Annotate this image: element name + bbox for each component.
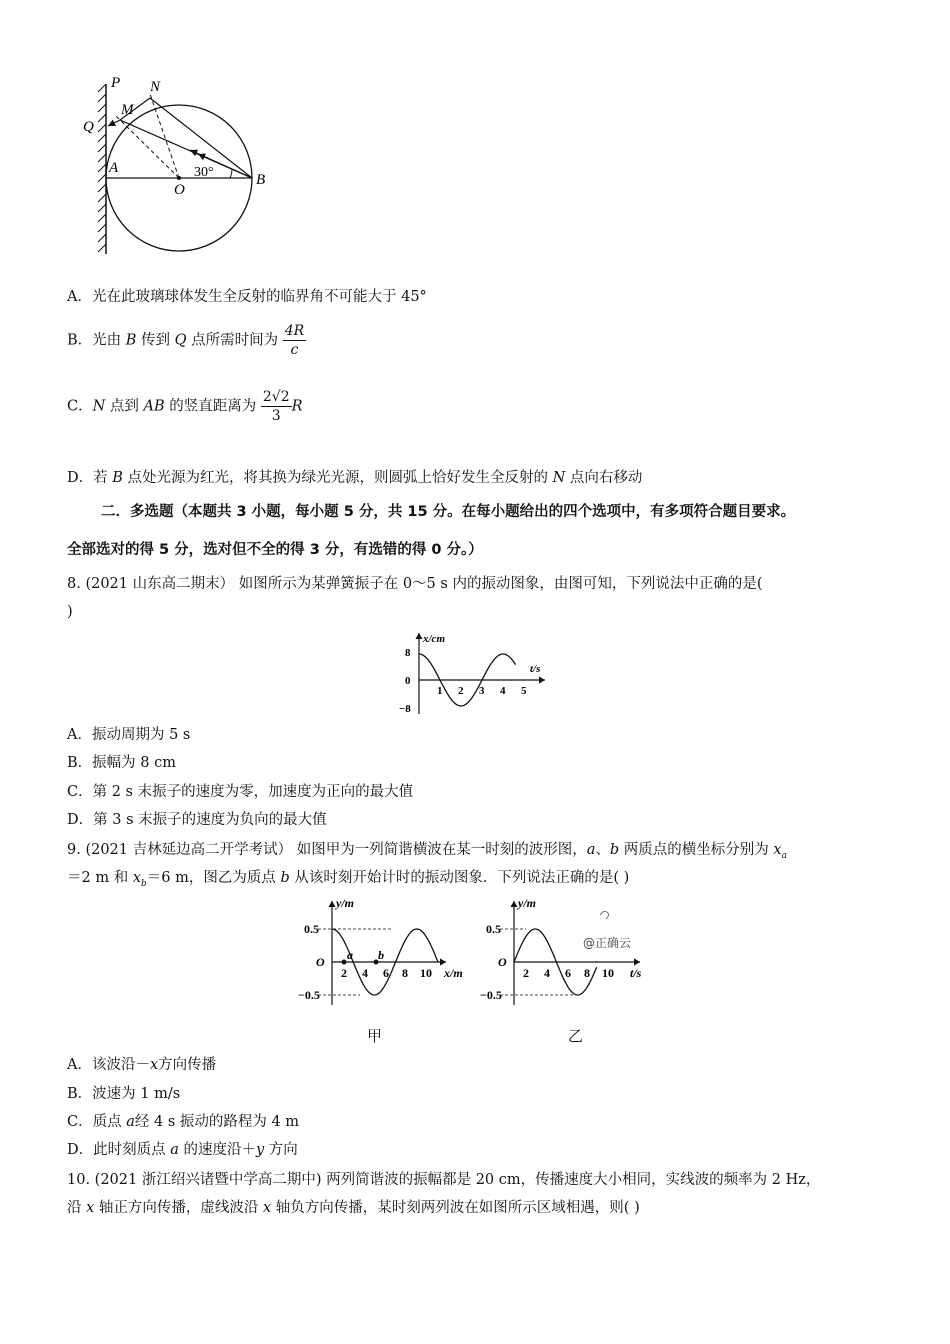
q8-option-d: D．第 3 s 末振子的速度为负向的最大值: [67, 812, 327, 828]
q8-ylabel: x/cm: [423, 633, 445, 645]
q9-jia-x-tick-10: 10: [420, 966, 432, 980]
q10-stem-line1: 10. (2021 浙江绍兴诸暨中学高二期中) 两列简谐波的振幅都是 20 cm，传播速度大小相同，实线波的频率为 2 Hz，: [67, 1172, 821, 1188]
label-o: O: [174, 182, 185, 198]
q9-jia-y-top: 0.5: [304, 922, 319, 936]
q9-chart-yi: [480, 895, 665, 1010]
q9-jia-y-zero: O: [316, 955, 325, 969]
label-m: M: [121, 102, 134, 118]
q9-yi-y-bottom: −0.5: [480, 988, 502, 1002]
label-n: N: [150, 79, 161, 95]
label-a: A: [109, 160, 119, 176]
q9-jia-x-tick-4: 4: [362, 966, 368, 980]
q9-jia-x-tick-2: 2: [341, 966, 347, 980]
fraction-2root2-3: $\frac{2√2}{3}$: [262, 389, 290, 424]
q8-stem-line1: 8. (2021 山东高二期末） 如图所示为某弹簧振子在 0～5 s 内的振动图象，由图可知，下列说法中正确的是(: [67, 576, 763, 592]
q8-x-tick-3: 3: [479, 685, 485, 697]
q9-option-b: B．波速为 1 m/s: [67, 1086, 181, 1102]
q9-yi-x-tick-8: 8: [584, 966, 590, 980]
q9-yi-xlabel: t/s: [630, 966, 642, 980]
q9-jia-label-a: a: [347, 948, 353, 962]
q9-yi-y-top: 0.5: [486, 922, 501, 936]
q8-option-b: B．振幅为 8 cm: [67, 755, 176, 771]
q8-y-zero: 0: [405, 675, 411, 687]
q8-x-tick-4: 4: [500, 685, 506, 697]
q9-jia-label-b: b: [378, 948, 384, 962]
q8-x-tick-1: 1: [437, 685, 443, 697]
q8-option-a: A．振动周期为 5 s: [67, 727, 191, 743]
label-q: Q: [83, 119, 94, 135]
q9-jia-xlabel: x/m: [444, 966, 463, 980]
q9-chart-jia: [298, 895, 483, 1010]
fraction-4r-c: $\frac{4R}{c}$: [284, 323, 305, 358]
section2-line2: 全部选对的得 5 分，选对但不全的得 3 分，有选错的得 0 分。）: [67, 542, 483, 558]
q9-jia-x-tick-6: 6: [383, 966, 389, 980]
label-angle: 30°: [194, 165, 214, 180]
q9-yi-x-tick-10: 10: [602, 966, 614, 980]
q9-jia-x-tick-8: 8: [402, 966, 408, 980]
watermark-icon: [600, 911, 609, 919]
label-b: B: [256, 172, 266, 188]
q9-option-d: D．此时刻质点 a 的速度沿＋y 方向: [67, 1142, 298, 1158]
q7-option-c: C．N 点到 AB 的竖直距离为 $\frac{2√2}{3}$ R: [67, 389, 303, 424]
q9-option-a: A．该波沿－x方向传播: [67, 1057, 217, 1073]
q9-option-c: C．质点 a经 4 s 振动的路程为 4 m: [67, 1114, 300, 1130]
q8-xlabel: t/s: [530, 663, 541, 675]
wall-hatching: [98, 84, 106, 252]
q8-stem-line2: ): [67, 604, 73, 620]
q9-yi-x-tick-6: 6: [565, 966, 571, 980]
q9-stem-line1: 9. (2021 吉林延边高二开学考试） 如图甲为一列简谐横波在某一时刻的波形图，a、b 两质点的横坐标分别为 $x_a$: [67, 842, 787, 861]
q9-jia-y-bottom: −0.5: [298, 988, 320, 1002]
q9-jia-point-a: [342, 960, 347, 965]
q8-y-bottom: −8: [399, 703, 411, 715]
sphere-diagram: [80, 72, 280, 262]
q9-caption-jia: 甲: [367, 1027, 383, 1045]
q9-yi-y-zero: O: [498, 955, 507, 969]
q9-yi-x-tick-2: 2: [523, 966, 529, 980]
q7-option-d: D．若 B 点处光源为红光，将其换为绿光光源，则圆弧上恰好发生全反射的 N 点向右移动: [67, 470, 643, 486]
label-p: P: [111, 75, 121, 91]
q9-yi-x-tick-4: 4: [544, 966, 550, 980]
q7-option-b: B．光由 B 传到 Q 点所需时间为 $\frac{4R}{c}$: [67, 323, 305, 358]
watermark-text: @正确云: [583, 936, 632, 950]
q9-yi-ylabel: y/m: [518, 896, 536, 910]
q9-caption-yi: 乙: [568, 1027, 584, 1045]
q10-stem-line2: 沿 x 轴正方向传播，虚线波沿 x 轴负方向传播，某时刻两列波在如图所示区域相遇，则( ): [67, 1200, 640, 1216]
section2-line1: 二．多选题（本题共 3 小题，每小题 5 分，共 15 分。在每小题给出的四个选项中，有多项符合题目要求。: [101, 504, 796, 520]
q7-option-a: A．光在此玻璃球体发生全反射的临界角不可能大于 45°: [67, 289, 427, 305]
q8-x-tick-2: 2: [458, 685, 464, 697]
q8-vibration-chart: [375, 628, 555, 718]
q9-jia-ylabel: y/m: [336, 896, 354, 910]
q8-x-tick-5: 5: [521, 685, 527, 697]
q8-y-top: 8: [405, 647, 411, 659]
q8-option-c: C．第 2 s 末振子的速度为零，加速度为正向的最大值: [67, 784, 414, 800]
q9-stem-line2: ＝2 m 和 $x_b=6$ m，图乙为质点 b 从该时刻开始计时的振动图象．下列说法正确的是( ): [67, 870, 630, 889]
